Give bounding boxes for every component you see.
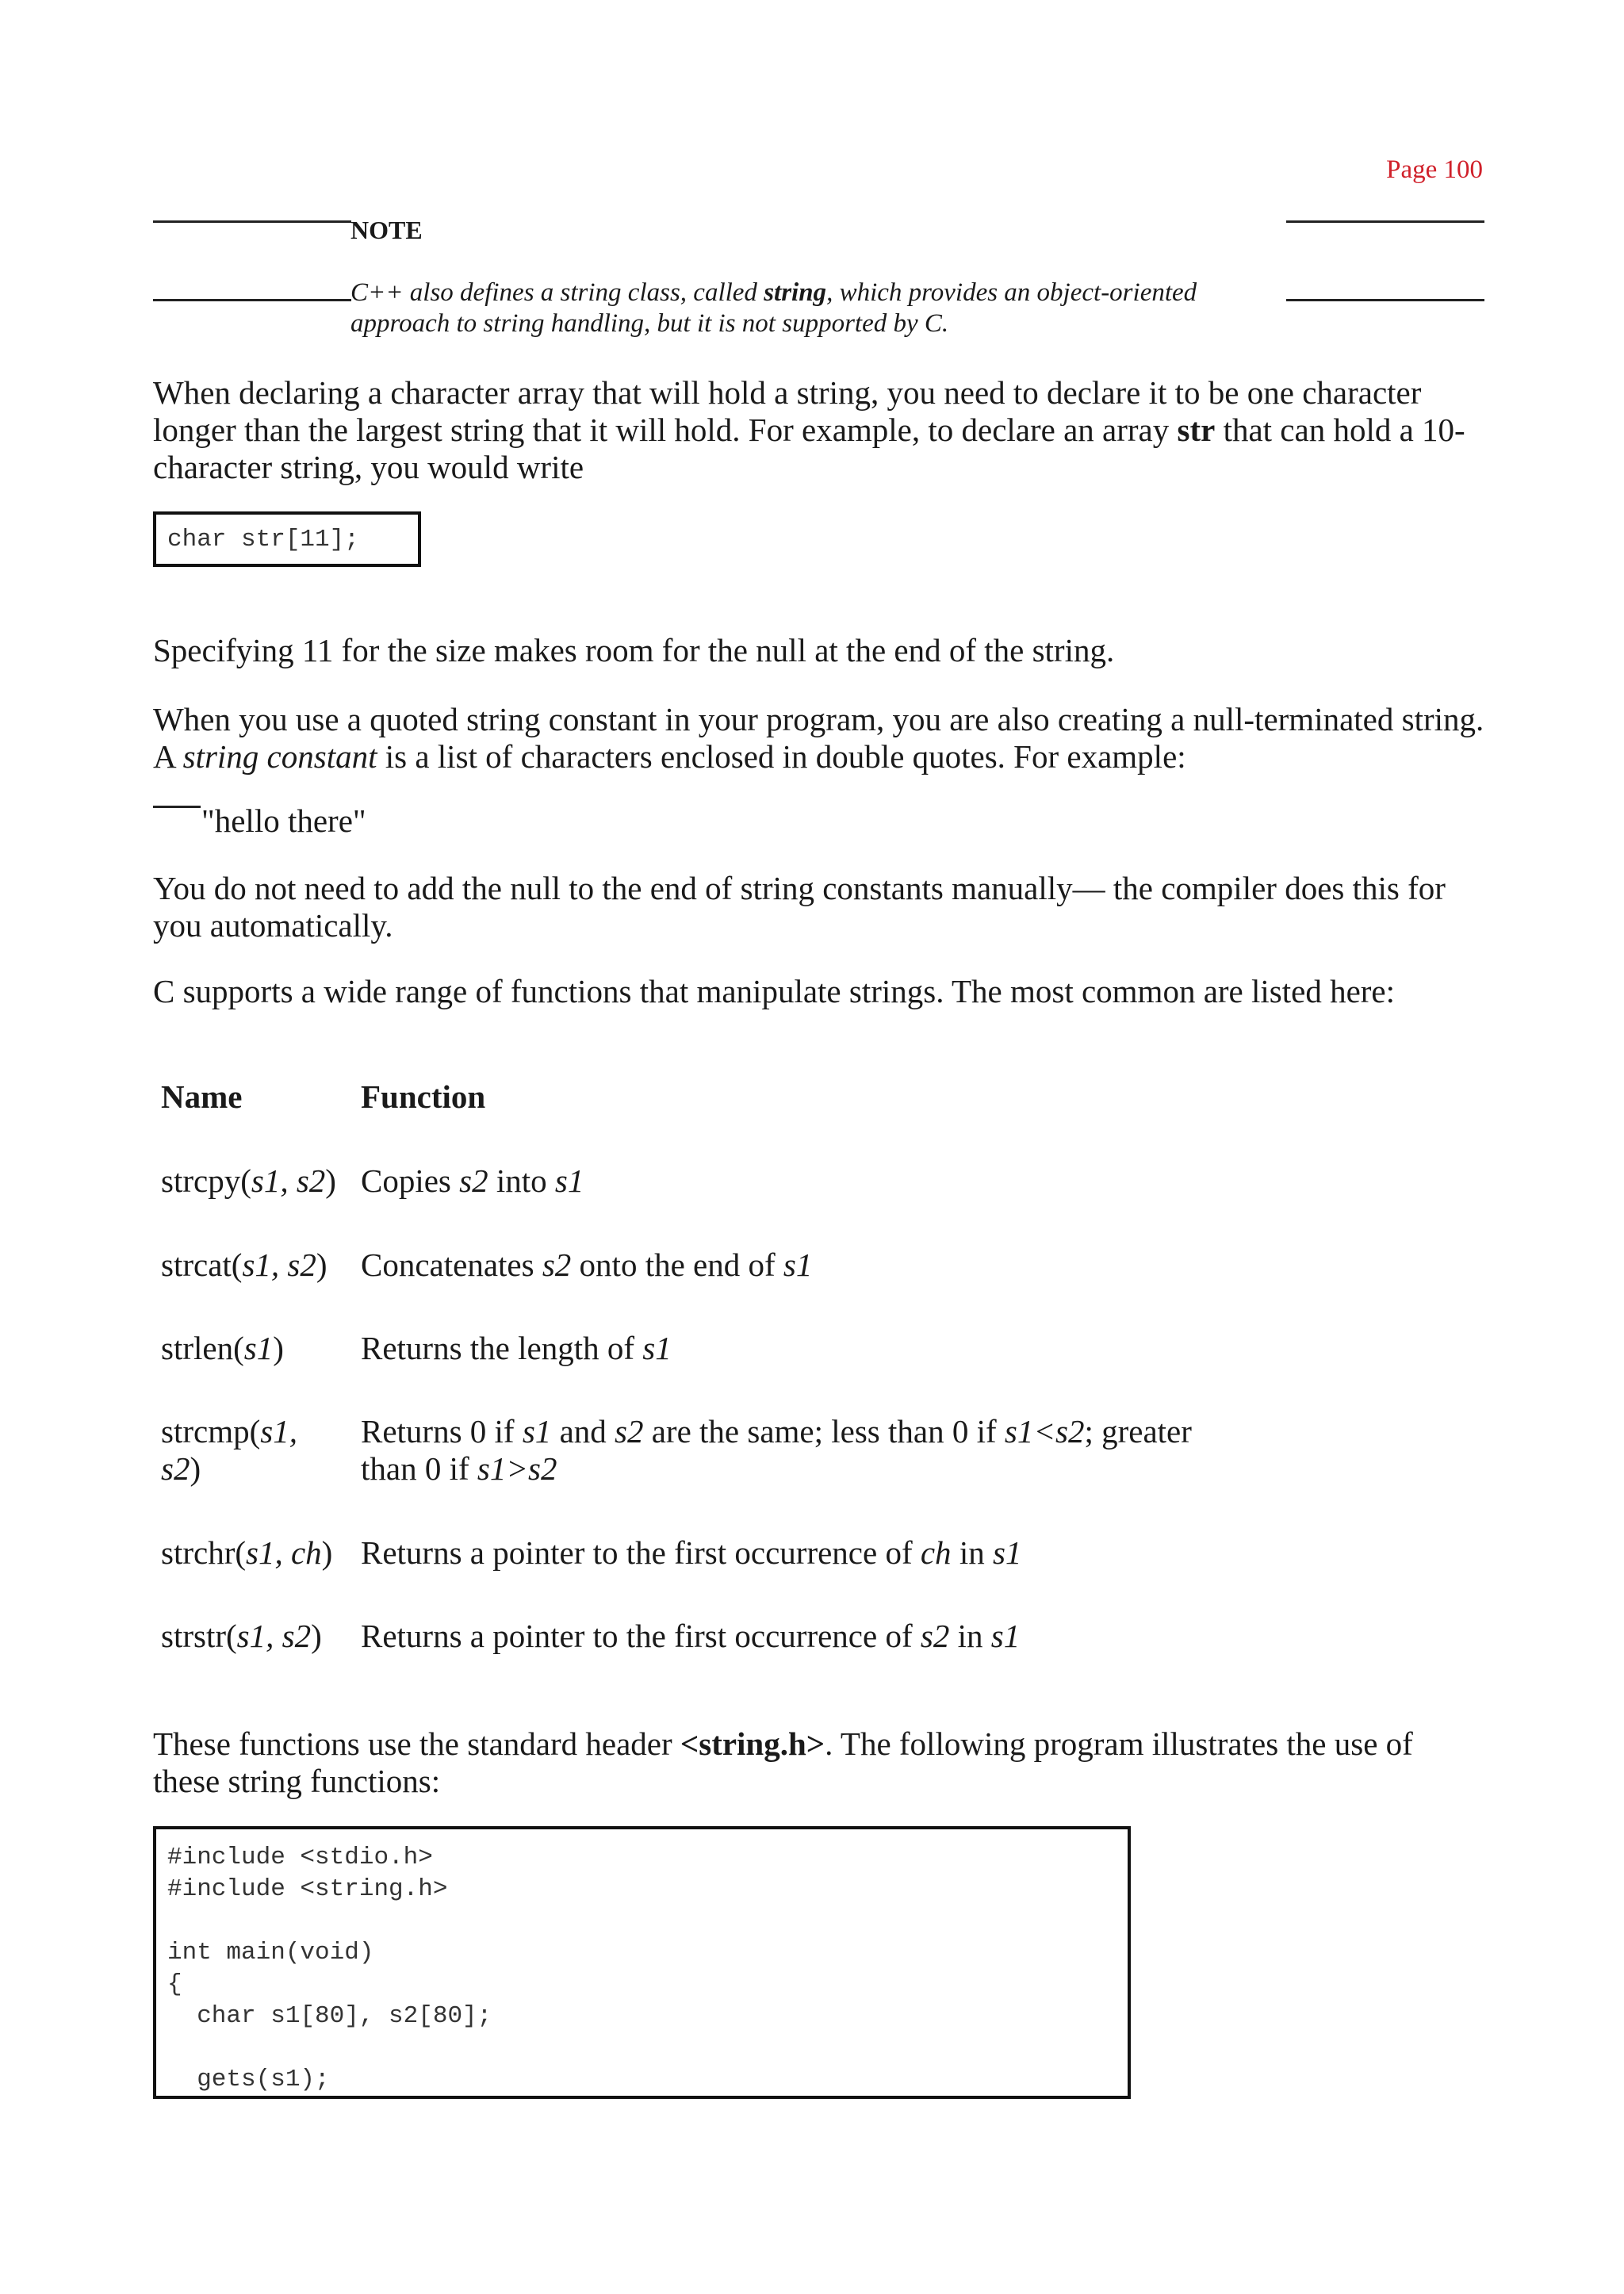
page-number: Page 100: [1386, 155, 1483, 184]
function-description: Returns the length of s1: [361, 1330, 672, 1366]
function-description: Copies s2 into s1: [361, 1162, 584, 1199]
code-text: char str[11];: [167, 526, 359, 553]
code-text: #include <stdio.h> #include <string.h> int main(void) { char s1[80], s2[80]; gets(s1);: [167, 1844, 492, 2093]
paragraph-null-automatic: You do not need to add the null to the end of string constants manually— the compiler does this for you automatically.: [153, 870, 1446, 944]
function-description: Returns a pointer to the first occurrence of s2 in s1: [361, 1618, 1021, 1654]
function-name: strlen(s1): [161, 1330, 284, 1366]
paragraph-specifying-size: Specifying 11 for the size makes room for the null at the end of the string.: [153, 632, 1115, 668]
header-name: Name: [161, 1078, 243, 1115]
example-marker-rule: [153, 806, 201, 808]
note-text: C++ also defines a string class, called string, which provides an object-oriented approach to string handling, but it is not supported by C.: [350, 278, 1197, 338]
paragraph-string-constant: When you use a quoted string constant in your program, you are also creating a null-terminated string. A string constant is a list of characters enclosed in double quotes. For example:: [153, 701, 1484, 775]
function-name: strcat(s1, s2): [161, 1247, 327, 1283]
function-description: Returns 0 if s1 and s2 are the same; less than 0 if s1<s2; greater than 0 if s1>s2: [361, 1413, 1192, 1487]
function-name: strcpy(s1, s2): [161, 1162, 336, 1199]
function-name: strcmp(s1, s2): [161, 1413, 297, 1487]
note-rule-right-top: [1286, 220, 1484, 223]
code-block-char-array: [153, 511, 421, 567]
note-rule-left-top: [153, 220, 351, 223]
note-label: NOTE: [350, 216, 423, 244]
paragraph-standard-header: These functions use the standard header <string.h>. The following program illustrates the use of these string functions:: [153, 1725, 1413, 1799]
function-description: Returns a pointer to the first occurrence of ch in s1: [361, 1534, 1022, 1571]
code-block-program: [153, 1826, 1131, 2099]
paragraph-declaring-array: When declaring a character array that will hold a string, you need to declare it to be one character longer than the largest string that it will hold. For example, to declare an array str that can hold a 10-character string, you would write: [153, 374, 1465, 485]
function-name: strstr(s1, s2): [161, 1618, 322, 1654]
function-description: Concatenates s2 onto the end of s1: [361, 1247, 813, 1283]
note-rule-right-bottom: [1286, 299, 1484, 301]
example-string: "hello there": [201, 802, 366, 839]
function-name: strchr(s1, ch): [161, 1534, 333, 1571]
note-rule-left-bottom: [153, 299, 351, 301]
paragraph-string-functions-intro: C supports a wide range of functions that manipulate strings. The most common are listed here:: [153, 973, 1396, 1009]
header-function: Function: [361, 1078, 486, 1115]
